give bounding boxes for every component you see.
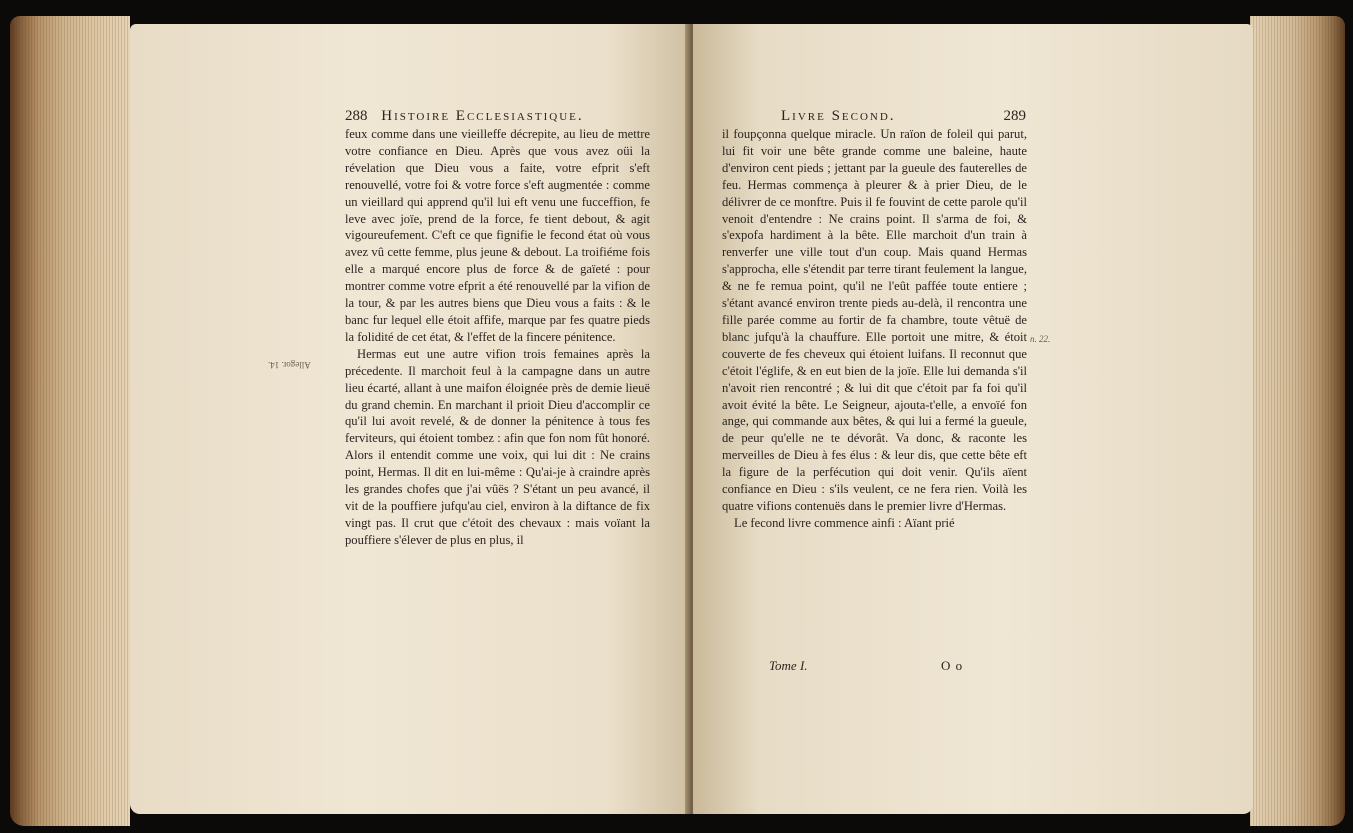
footer-volume: Tome I. [769,658,808,673]
right-paragraph-2: Le fecond livre commence ainfi : Aïant prié [734,515,955,530]
left-margin-note: Allegor. 14. [268,360,311,370]
right-running-head-title: Livre Second. [781,108,896,124]
right-margin-note: n. 22. [1030,334,1051,344]
left-page-edges [10,16,130,826]
left-paragraph-2: Hermas eut une autre vifion trois femaines après la précedente. Il marchoit feul à la campagne dans un autre lieu écarté, allant à une maifon éloignée près de demie lieuë du grand chemin. En marchant il prioit Dieu d'accomplir ce qu'il lui avoit revelé, & de donner la pénitence à tous fes ferviteurs, qui étoient tombez : afin que fon nom fût honoré. Alors il entendit comme une voix, qui lui dit : Ne crains point, Hermas. Il dit en lui-même : Qu'ai-je à craindre après les grandes chofes que j'ai vûës ? S'étant un peu avancé, il vit de la pouffiere jufqu'au ciel, environ à la diftance de fix vingt pas. Il crut que c'étoit des chevaux : mais voïant la pouffiere s'élever de plus en plus, il [345,346,650,547]
footer-signature: O o [941,658,964,673]
right-page [693,24,1253,814]
left-page-number: 288 [345,108,368,124]
right-running-head [781,108,1026,125]
right-page-text [722,126,1027,532]
left-running-head [345,108,650,125]
right-page-number: 289 [1003,108,1026,124]
left-paragraph-1: feux comme dans une vieilleffe décrepite, au lieu de mettre votre confiance en Dieu. Après que vous avez oüi la révelation que Dieu vous a faite, votre efprit s'eft renouvellé, votre foi & votre force s'eft augmentée : comme un vieillard qui apprend qu'il lui eft venu une fucceffion, fe leve avec joïe, prend de la force, fe tient debout, & agit vigoureufement. C'eft ce que fignifie le fecond état où vous avez vû cette femme, plus jeune & debout. La troifiéme fois elle a marqué encore plus de force & de gaïeté : pour montrer comme votre efprit a été renouvellé par la vifion de la tour, & par les autres biens que Dieu vous a faits : & le banc fur lequel elle étoit affife, marque par fes quatre pieds la folidité de cet état, & l'effet de la fincere pénitence. [345,127,650,344]
left-running-head-title: Histoire Ecclesiastique. [381,108,584,124]
right-paragraph-1: il foupçonna quelque miracle. Un raïon de foleil qui parut, lui fit voir une bête grande comme une baleine, haute d'environ cent pieds ; jettant par la gueule des fauterelles de feu. Hermas commença à pleurer & à prier Dieu, de le délivrer de ce monftre. Puis il fe fouvint de cette parole qu'il venoit d'entendre : Ne crains point. Il s'arma de foi, & s'expofa hardiment à la bête. Elle marchoit d'un train à renverfer une ville tout d'un coup. Mais quand Hermas s'approcha, elle s'étendit par terre tirant feulement la langue, & ne fe remua point, qu'il ne l'eût paffée toute entiere ; s'étant avancé environ trente pieds au-delà, il rencontra une fille parée comme au fortir de fa chambre, toute vêtuë de blanc jufqu'à la chauffure. Elle portoit une mitre, & étoit couverte de fes cheveux qui étoient luifans. Il reconnut que c'étoit l'églife, & en eut bien de la joïe. Elle lui demanda s'il n'avoit rien rencontré ; & lui dit que c'étoit par fa foi qu'il avoit évité la bête. Le Seigneur, ajouta-t'elle, a envoïé fon ange, qui commande aux bêtes, & qui lui a fermé la gueule, de peur qu'elle ne te dévorât. Va donc, & raconte les merveilles de Dieu à fes élus : & leur dis, que cette bête eft la figure de la perfécution qui doit venir. Qu'ils aïent confiance en Dieu : s'ils veulent, ce ne fera rien. Voilà les quatre vifions contenuës dans le premier livre d'Hermas. [722,127,1027,513]
right-page-edges [1250,16,1345,826]
open-book [10,16,1345,826]
left-page [130,24,690,814]
left-page-text [345,126,650,549]
